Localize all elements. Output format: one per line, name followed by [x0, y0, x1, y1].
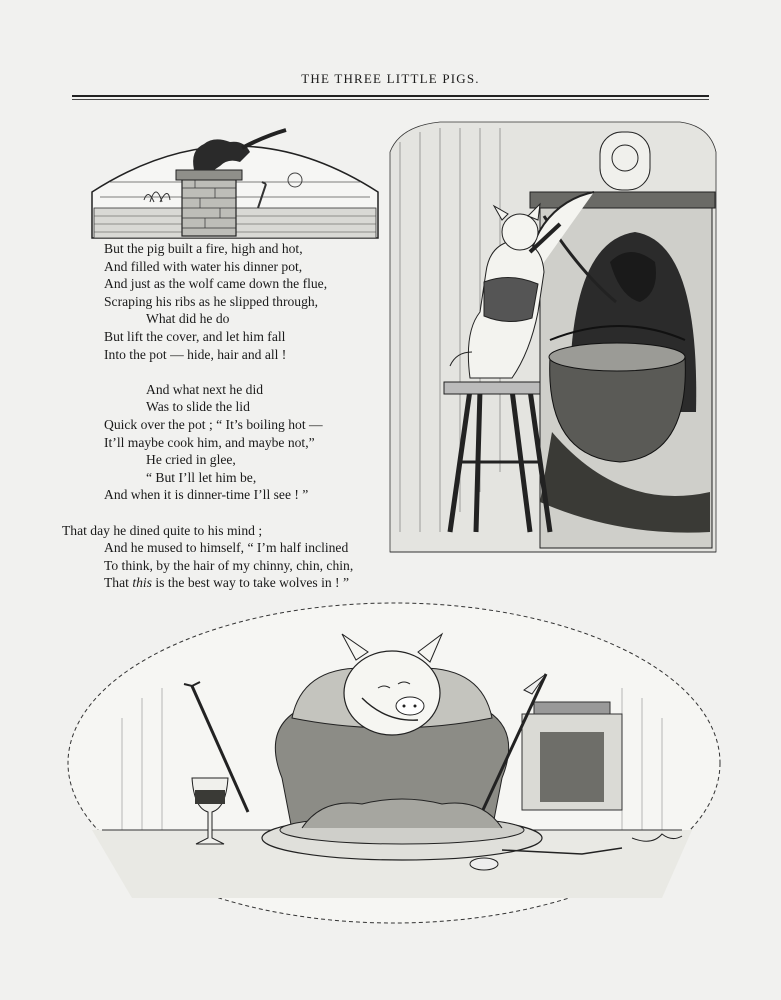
verse-line: To think, by the hair of my chinny, chin, chin,	[104, 557, 354, 573]
poem-verse	[62, 240, 392, 592]
verse-text: That	[104, 575, 133, 591]
stanza	[62, 522, 392, 592]
stanza	[62, 240, 392, 363]
stanza-gap	[62, 363, 392, 381]
running-head: THE THREE LITTLE PIGS.	[301, 71, 480, 86]
verse-line: But lift the cover, and let him fall	[104, 328, 286, 344]
verse-line: It’ll maybe cook him, and maybe not,”	[104, 434, 315, 450]
verse-line: Was to slide the lid	[146, 399, 250, 415]
verse-line	[62, 574, 392, 592]
header-rule	[72, 95, 709, 97]
verse-line: Into the pot — hide, hair and all !	[104, 346, 287, 362]
verse-line: And he mused to himself, “ I’m half inclined	[104, 540, 349, 556]
verse-line: And filled with water his dinner pot,	[104, 258, 303, 274]
wolf-on-chimney-illustration	[90, 112, 380, 240]
verse-line: And what next he did	[146, 381, 264, 397]
verse-line: He cried in glee,	[146, 452, 236, 468]
verse-text: is the best way to take wolves in ! ”	[151, 575, 350, 591]
verse-line: But the pig built a fire, high and hot,	[104, 241, 303, 256]
stanza-gap	[62, 504, 392, 522]
verse-line: What did he do	[146, 311, 230, 327]
verse-line: And when it is dinner-time I’ll see ! ”	[104, 487, 309, 503]
emphasized-word: this	[132, 575, 152, 591]
verse-line: Quick over the pot ; “ It’s boiling hot —	[104, 416, 323, 432]
pig-lifting-lid-illustration	[380, 112, 720, 562]
stanza	[62, 381, 392, 504]
verse-line: Scraping his ribs as he slipped through,	[104, 293, 319, 309]
pig-dining-illustration	[62, 598, 726, 928]
verse-line: And just as the wolf came down the flue,	[104, 276, 328, 292]
verse-line: “ But I’ll let him be,	[146, 469, 257, 485]
verse-line: That day he dined quite to his mind ;	[62, 522, 263, 538]
